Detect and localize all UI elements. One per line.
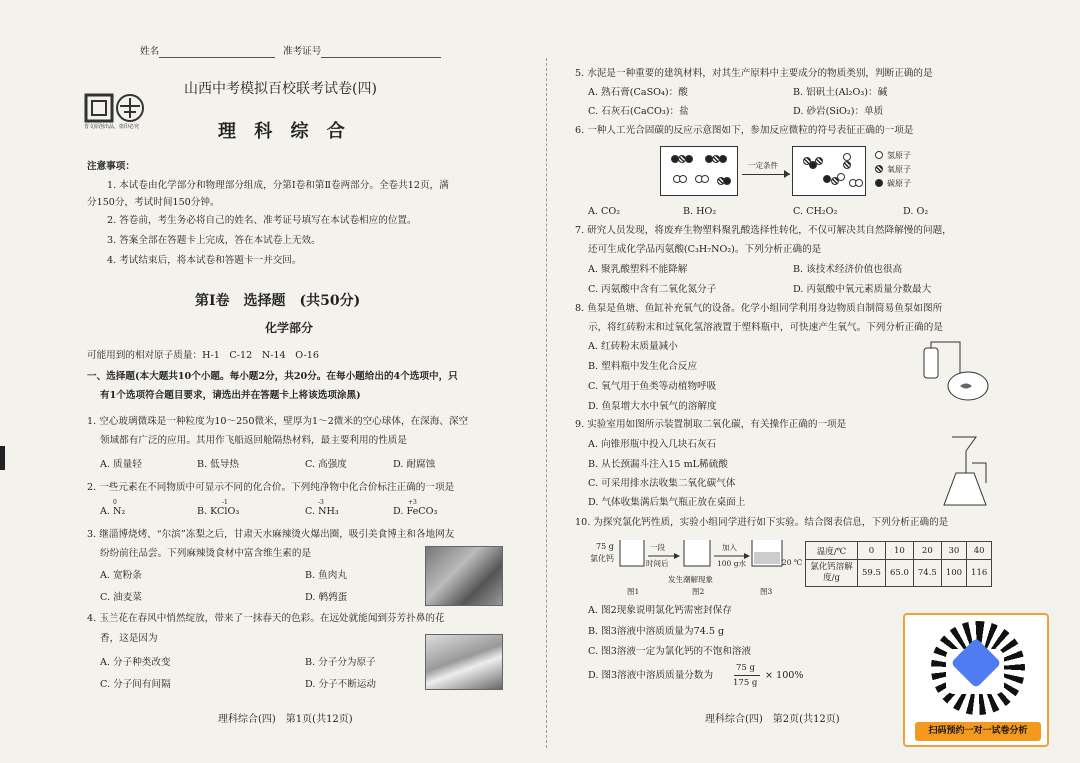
carbon-legend-icon	[875, 179, 883, 187]
notice-1: 1. 本试卷由化学部分和物理部分组成，分第Ⅰ卷和第Ⅱ卷两部分。全卷共12页，满	[107, 180, 449, 191]
q8-option-a: A. 红砖粉末质量减小	[588, 341, 678, 352]
q9-option-c: C. 可采用排水法收集二氧化碳气体	[588, 478, 736, 489]
qr-cta-label[interactable]: 扫码预约一对一试卷分析	[915, 722, 1041, 741]
q7-option-a: A. 聚乳酸塑料不能降解	[588, 264, 688, 275]
q2-option-d: D. FeCO₃	[393, 506, 438, 517]
q2-valence-c: -3	[318, 499, 324, 506]
section-heading-cont: 有1个选项符合题目要求，请选出并在答题卡上将该选项涂黑)	[100, 390, 361, 401]
notice-3: 3. 答案全部在答题卡上完成，答在本试卷上无效。	[107, 235, 321, 246]
reaction-arrow	[742, 174, 790, 175]
volume-title: 第Ⅰ卷 选择题 (共50分)	[195, 293, 361, 309]
question-5: 5. 水泥是一种重要的建筑材料，对其生产原料中主要成分的物质类别，判断正确的是	[575, 68, 933, 79]
q3-option-d: D. 鹌鹑蛋	[305, 592, 348, 603]
q5-option-a: A. 熟石膏(CaSO₄)：酸	[588, 87, 688, 98]
atomic-masses: 可能用到的相对原子质量：H-1 C-12 N-14 O-16	[87, 350, 319, 361]
q8-option-c: C. 氧气用于鱼类等动植物呼吸	[588, 381, 717, 392]
q9-option-b: B. 从长颈漏斗注入15 mL稀硫酸	[588, 459, 728, 470]
fraction-bar	[734, 675, 760, 676]
legend-carbon: 碳原子	[887, 179, 911, 188]
table-cell: 0	[858, 542, 886, 560]
q7-option-b: B. 该技术经济价值也很高	[793, 264, 903, 275]
question-3-cont: 纷纷前往品尝。下列麻辣烫食材中富含维生素的是	[100, 548, 312, 559]
notice-heading: 注意事项：	[87, 161, 135, 172]
q10-option-b: B. 图3溶液中溶质质量为74.5 g	[588, 626, 725, 637]
table-cell: 59.5	[858, 560, 886, 587]
table-cell: 40	[967, 542, 992, 560]
products-box	[792, 146, 866, 196]
q7-option-c: C. 丙氨酸中含有二氧化氮分子	[588, 284, 717, 295]
q2-valence-a: 0	[113, 499, 117, 506]
exam-number-field: 准考证号	[283, 46, 441, 58]
binding-mark	[0, 446, 5, 470]
question-10: 10. 为探究氯化钙性质，实验小组同学进行如下实验。结合图表信息，下列分析正确的是	[575, 517, 949, 528]
part-title: 化学部分	[265, 321, 314, 335]
question-1: 1. 空心玻璃微珠是一种粒度为10～250微米，壁厚为1～2微米的空心球体，在深海、深空	[87, 416, 469, 427]
fig-temperature: 20 ℃	[782, 558, 803, 567]
q6-option-b: B. HO₂	[683, 206, 717, 217]
table-cell: 氯化钙溶解度/g	[806, 560, 858, 587]
q5-option-c: C. 石灰石(CaCO₃)：盐	[588, 106, 689, 117]
oxygen-legend-icon	[875, 165, 883, 173]
table-row	[806, 560, 992, 587]
q2-option-a: A. N₂	[100, 506, 126, 517]
solubility-table	[805, 541, 992, 587]
table-cell: 20	[913, 542, 941, 560]
fig-step-2b: 100 g水	[717, 559, 747, 568]
magnolia-photo	[425, 634, 503, 690]
q2-valence-b: -1	[222, 499, 228, 506]
q2-valence-d: +3	[408, 499, 417, 506]
fraction-percent: × 100%	[765, 670, 804, 681]
name-field: 姓名	[140, 46, 275, 58]
legend-oxygen: 氧原子	[887, 165, 911, 174]
question-1-cont: 领域都有广泛的应用。其用作飞船返回舱隔热材料，最主要利用的性质是	[100, 435, 407, 446]
q6-option-d: D. O₂	[903, 206, 929, 217]
question-8: 8. 鱼泵是鱼塘、鱼缸补充氧气的设备。化学小组同学利用身边物质自制简易鱼泵如图所	[575, 303, 943, 314]
table-cell: 30	[941, 542, 966, 560]
q10-option-a: A. 图2现象说明氯化钙需密封保存	[588, 605, 732, 616]
right-footer: 理科综合(四) 第2页(共12页)	[705, 714, 840, 725]
fraction-denominator: 175 g	[733, 678, 758, 688]
q1-option-b: B. 低导热	[197, 459, 239, 470]
question-7: 7. 研究人员发现，将废弃生物塑料聚乳酸选择性转化，不仅可解决其自然降解慢的问题，	[575, 225, 952, 236]
fish-pump-diagram	[920, 336, 992, 402]
notice-1-cont: 分150分，考试时间150分钟。	[87, 197, 220, 208]
fig-observation: 发生潮解现象	[668, 575, 713, 584]
reaction-condition: 一定条件	[748, 161, 778, 170]
q3-option-c: C. 油麦菜	[100, 592, 142, 603]
arrow-head-icon	[784, 170, 790, 178]
q9-option-d: D. 气体收集满后集气瓶正放在桌面上	[588, 497, 746, 508]
malatang-photo	[425, 546, 503, 606]
question-9: 9. 实验室用如图所示装置制取二氧化碳，有关操作正确的一项是	[575, 419, 847, 430]
notice-4: 4. 考试结束后，将本试卷和答题卡一并交回。	[107, 255, 302, 266]
co2-apparatus-diagram	[938, 433, 990, 509]
table-cell: 10	[885, 542, 913, 560]
fraction-numerator: 75 g	[736, 663, 755, 673]
question-4-cont: 香，这是因为	[100, 633, 158, 644]
fig-label-2: 图2	[692, 587, 705, 596]
q1-option-a: A. 质量轻	[100, 459, 142, 470]
legend-hydrogen: 氢原子	[887, 151, 911, 160]
fig1-substance: 氯化钙	[590, 554, 614, 563]
table-cell: 116	[967, 560, 992, 587]
q8-option-b: B. 塑料瓶中发生化合反应	[588, 361, 698, 372]
q10-option-c: C. 图3溶液一定为氯化钙的不饱和溶液	[588, 646, 752, 657]
notice-2: 2. 答卷前，考生务必将自己的姓名、准考证号填写在本试卷相应的位置。	[107, 215, 417, 226]
question-7-cont: 还可生成化学品丙氨酸(C₃H₇NO₂)。下列分析正确的是	[588, 244, 822, 255]
question-3: 3. 继淄博烧烤、“尔滨”冻梨之后，甘肃天水麻辣烫火爆出圈，吸引美食博主和各地网友	[87, 529, 455, 540]
q2-option-b: B. KClO₃	[197, 506, 240, 517]
q6-option-c: C. CH₂O₂	[793, 206, 838, 217]
fig-step-1b: 时间后	[646, 559, 669, 568]
publisher-logo	[84, 92, 154, 132]
fig-step-1a: 一段	[650, 543, 665, 552]
reactants-box	[660, 146, 738, 196]
q3-option-b: B. 鱼肉丸	[305, 570, 347, 581]
fig-label-1: 图1	[627, 587, 640, 596]
q4-option-b: B. 分子分为原子	[305, 657, 376, 668]
table-cell: 温度/℃	[806, 542, 858, 560]
section-heading: 一、选择题(本大题共10个小题。每小题2分，共20分。在每小题给出的4个选项中，只	[87, 371, 458, 382]
q4-option-a: A. 分子种类改变	[100, 657, 171, 668]
question-6: 6. 一种人工光合固碳的反应示意图如下，参加反应微粒的符号表征正确的一项是	[575, 125, 914, 136]
fig1-mass: 75 g	[596, 542, 614, 551]
q10-option-d: D. 图3溶液中溶质质量分数为	[588, 670, 714, 681]
q2-option-c: C. NH₃	[305, 506, 339, 517]
q4-option-c: C. 分子间有间隔	[100, 679, 171, 690]
left-footer: 理科综合(四) 第1页(共12页)	[218, 714, 353, 725]
q7-option-d: D. 丙氨酸中氧元素质量分数最大	[793, 284, 932, 295]
q6-option-a: A. CO₂	[588, 206, 621, 217]
q1-option-d: D. 耐腐蚀	[393, 459, 436, 470]
hydrogen-legend-icon	[875, 151, 883, 159]
q1-option-c: C. 高强度	[305, 459, 347, 470]
q5-option-d: D. 砂岩(SiO₂)：单质	[793, 106, 884, 117]
question-4: 4. 玉兰花在春风中悄然绽放，带来了一抹春天的色彩。在远处就能闻到芬芳扑鼻的花	[87, 613, 445, 624]
qr-promo-card[interactable]	[903, 613, 1049, 747]
subject-title: 理 科 综 合	[218, 121, 351, 142]
fig-step-2a: 加入	[722, 543, 737, 552]
question-8-cont: 示，将红砖粉末和过氧化氢溶液置于塑料瓶中，可快速产生氧气。下列分析正确的是	[588, 322, 943, 333]
q8-option-d: D. 鱼泵增大水中氧气的溶解度	[588, 401, 717, 412]
page-fold	[546, 58, 547, 748]
q5-option-b: B. 铝矾土(Al₂O₃)：碱	[793, 87, 888, 98]
q9-option-a: A. 向锥形瓶中投入几块石灰石	[588, 439, 717, 450]
question-2: 2. 一些元素在不同物质中可显示不同的化合价。下列纯净物中化合价标注正确的一项是	[87, 482, 455, 493]
exam-title: 山西中考模拟百校联考试卷(四)	[184, 81, 377, 97]
q4-option-d: D. 分子不断运动	[305, 679, 377, 690]
table-cell: 65.0	[885, 560, 913, 587]
fig-label-3: 图3	[760, 587, 773, 596]
table-cell: 74.5	[913, 560, 941, 587]
logo-caption: 晋文原创出品，盗印必究	[84, 124, 140, 130]
q3-option-a: A. 宽粉条	[100, 570, 142, 581]
table-cell: 100	[941, 560, 966, 587]
table-header-row	[806, 542, 992, 560]
